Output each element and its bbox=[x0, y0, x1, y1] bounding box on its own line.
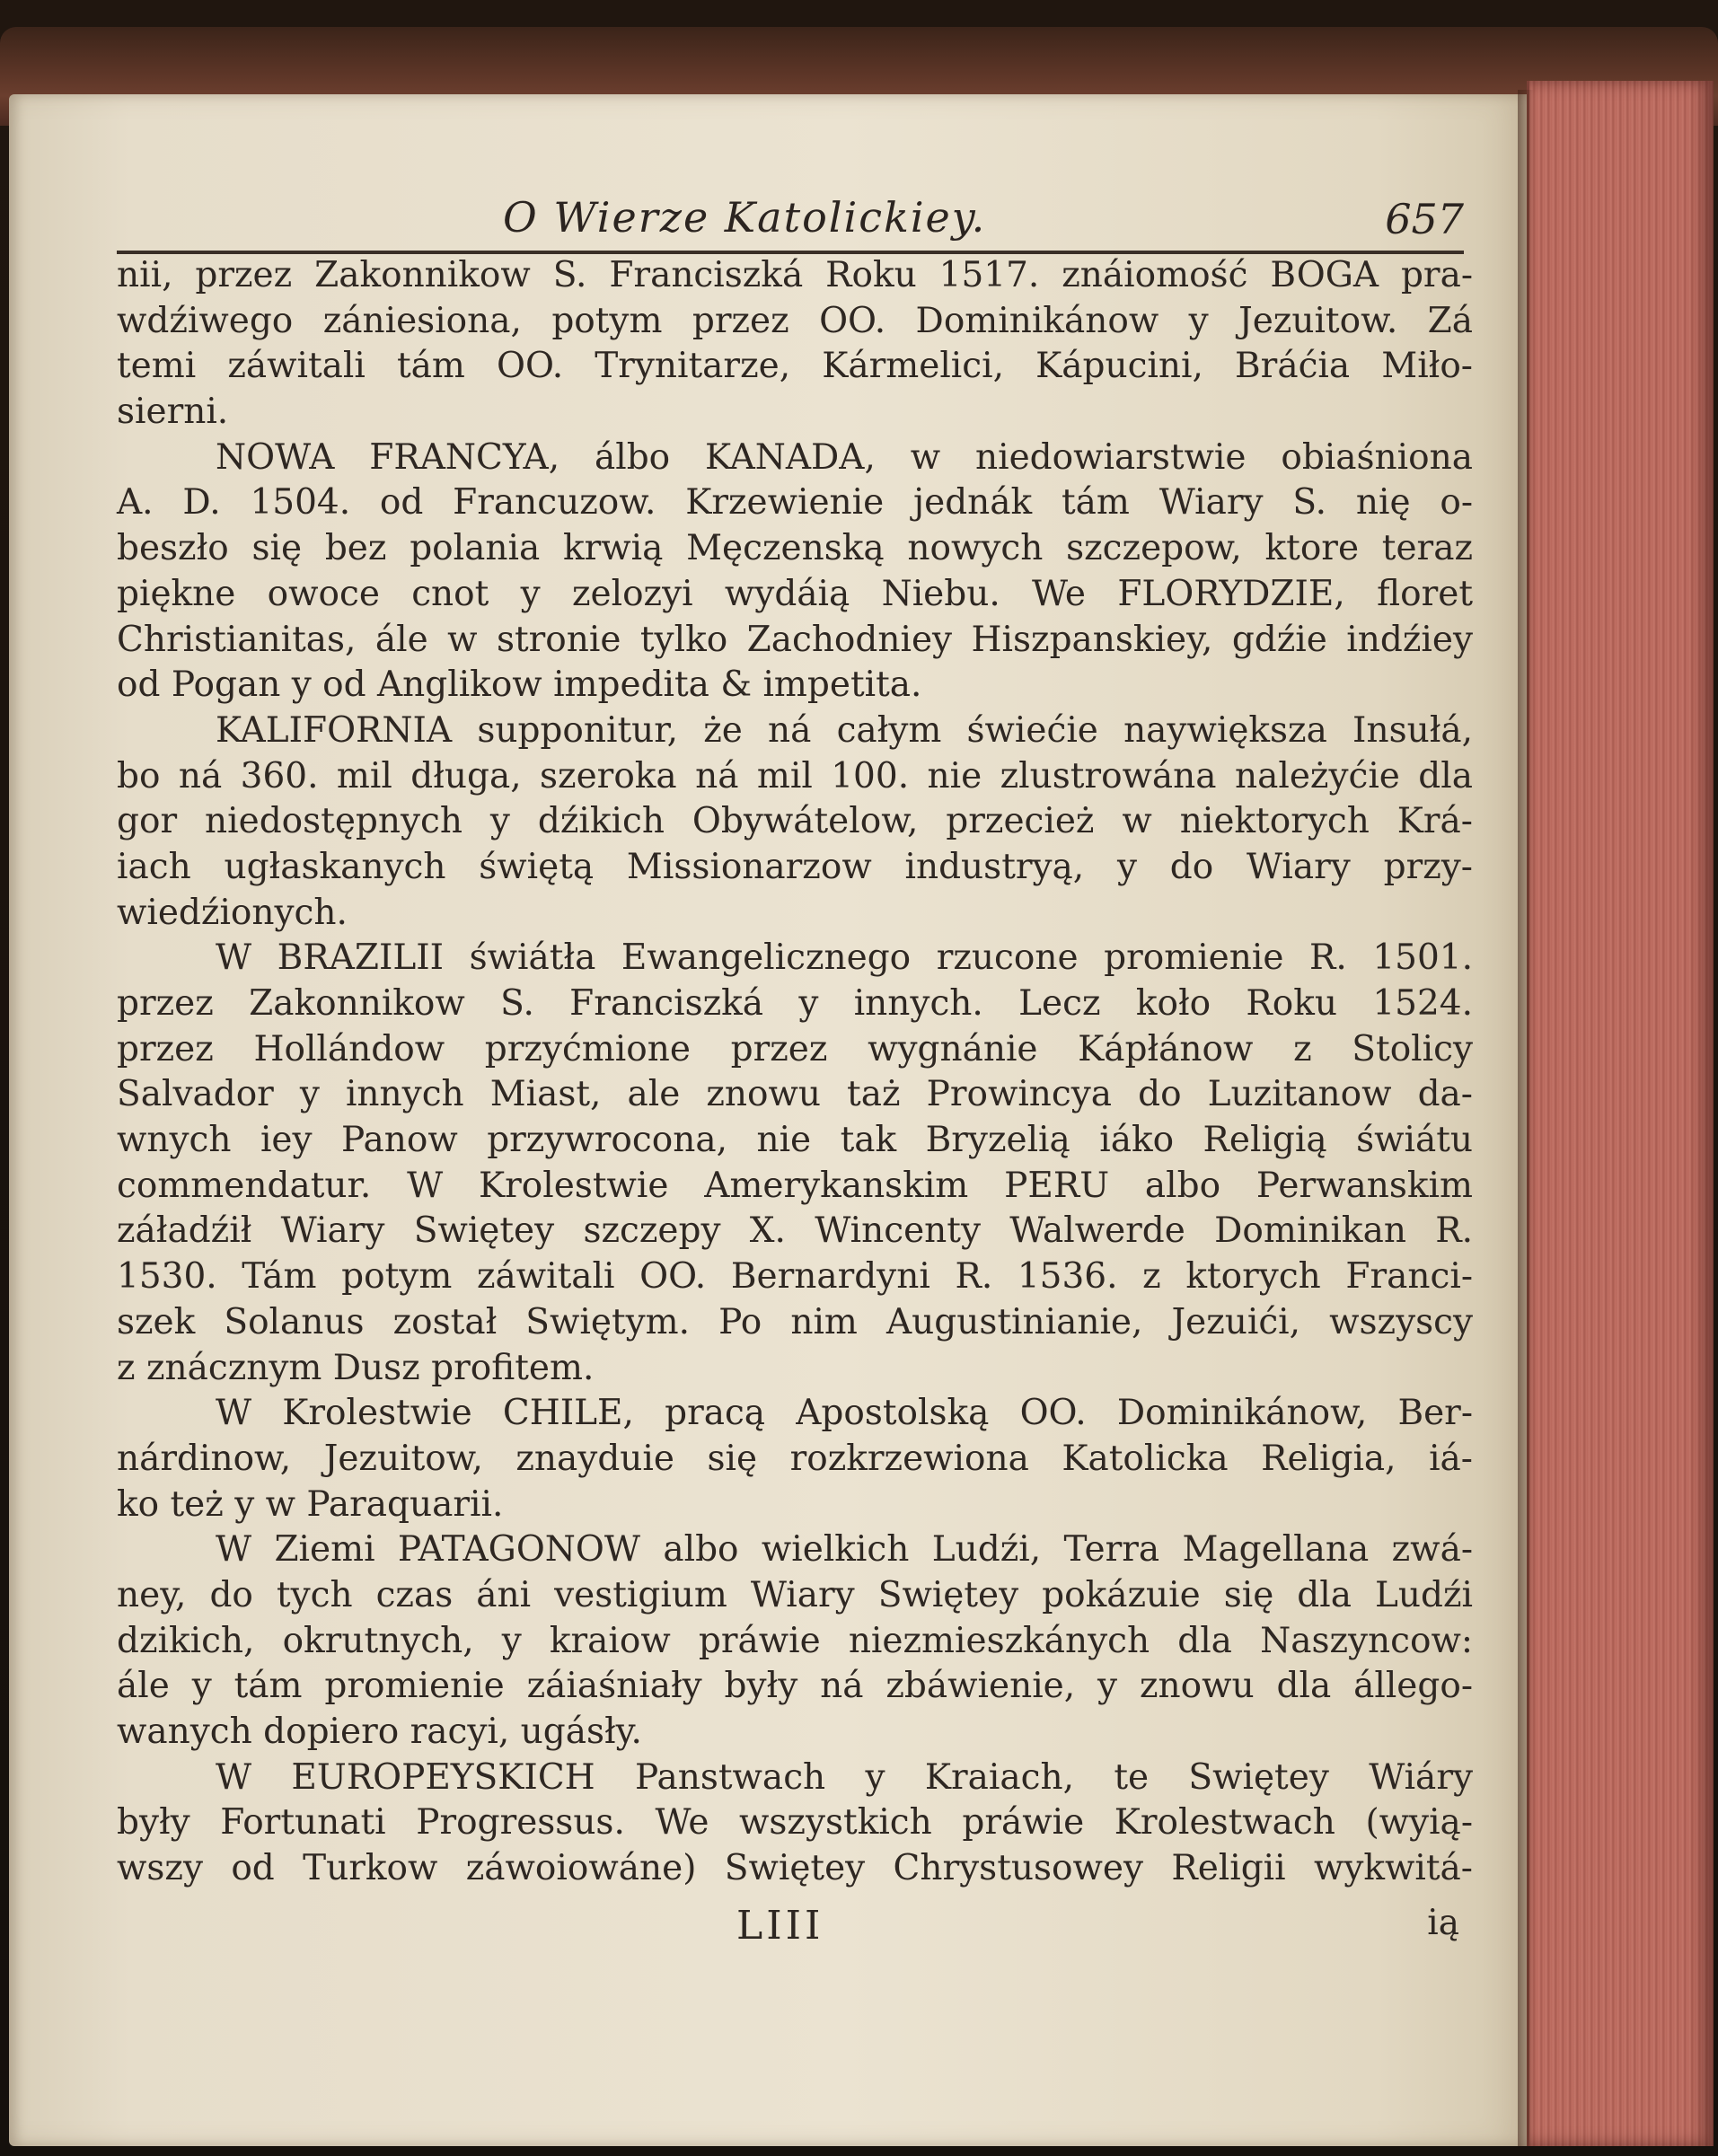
text-line: piękne owoce cnot y zelozyi wydáią Niebu. We FLORYDZIE, floret bbox=[117, 573, 1473, 614]
text-line: wszy od Turkow záwoiowáne) Swiętey Chrystusowey Religii wykwitá- bbox=[117, 1848, 1473, 1889]
text-line: nii, przez Zakonnikow S. Franciszká Roku 1517. znáiomość BOGA pra- bbox=[117, 255, 1473, 295]
text-line: temi záwitali tám OO. Trynitarze, Kármelici, Kápucini, Bráćia Miło- bbox=[117, 346, 1473, 387]
text-line: od Pogan y od Anglikow impedita & impetita. bbox=[117, 664, 922, 706]
text-line: wdźiwego zániesiona, potym przez OO. Dominikánow y Jezuitow. Zá bbox=[117, 300, 1473, 341]
text-line: były Fortunati Progressus. We wszystkich práwie Krolestwach (wyią- bbox=[117, 1802, 1473, 1844]
text-line: W BRAZILII świátła Ewangelicznego rzucone promienie R. 1501. bbox=[216, 937, 1473, 979]
text-line: W Ziemi PATAGONOW albo wielkich Ludźi, Terra Magellana zwá- bbox=[216, 1529, 1473, 1571]
page-footer bbox=[117, 1903, 1473, 1957]
text-line: wanych dopiero racyi, ugásły. bbox=[117, 1712, 642, 1752]
text-line: beszło się bez polania krwią Męczenską nowych szczepow, ktore teraz bbox=[117, 528, 1473, 569]
text-line: wnych iey Panow przywrocona, nie tak Bryzelią iáko Religią świátu bbox=[117, 1120, 1473, 1161]
text-line: A. D. 1504. od Francuzow. Krzewienie jednák tám Wiary S. nię o- bbox=[117, 482, 1473, 524]
text-line: nárdinow, Jezuitow, znayduie się rozkrzewiona Katolicka Religia, iá- bbox=[117, 1438, 1473, 1479]
text-line: commendatur. W Krolestwie Amerykanskim PERU albo Perwanskim bbox=[117, 1165, 1473, 1206]
text-line: ney, do tych czas áni vestigium Wiary Swiętey pokázuie się dla Ludźi bbox=[117, 1574, 1473, 1615]
text-line: NOWA FRANCYA, álbo KANADA, w niedowiarstwie obiaśniona bbox=[216, 436, 1473, 478]
page-header bbox=[117, 184, 1464, 256]
text-line: szek Solanus został Swiętym. Po nim Augustinianie, Jezuići, wszyscy bbox=[117, 1301, 1473, 1342]
text-line: przez Hollándow przyćmione przez wygnánie Kápłánow z Stolicy bbox=[117, 1028, 1473, 1069]
text-line: z znácznym Dusz profitem. bbox=[117, 1347, 595, 1388]
text-line: gor niedostępnych y dźikich Obywátelow, przecież w niektorych Krá- bbox=[117, 801, 1473, 842]
running-head: O Wierze Katolickiey. bbox=[503, 193, 987, 242]
text-line: W EUROPEYSKICH Panstwach y Kraiach, te Swiętey Wiáry bbox=[216, 1756, 1473, 1798]
text-line: Salvador y innych Miast, ale znowu taż Prowincya do Luzitanow da- bbox=[117, 1074, 1473, 1115]
text-line: bo ná 360. mil długa, szeroka ná mil 100. nie zlustrowána należyćie dla bbox=[117, 755, 1473, 796]
body-text bbox=[117, 253, 1473, 1892]
text-line: ko też y w Paraquarii. bbox=[117, 1483, 504, 1525]
catchword: ią bbox=[1427, 1903, 1459, 1943]
text-line: iach ugłaskanych świętą Missionarzow industryą, y do Wiary przy- bbox=[117, 846, 1473, 887]
text-line: záładźił Wiary Swiętey szczepy X. Wincenty Walwerde Dominikan R. bbox=[117, 1210, 1473, 1252]
signature-mark: LIII bbox=[736, 1903, 824, 1949]
text-line: sierni. bbox=[117, 392, 229, 433]
text-line: KALIFORNIA supponitur, że ná całym świećie naywiększa Insułá, bbox=[216, 709, 1473, 751]
text-line: wiedźionych. bbox=[117, 892, 348, 933]
page-number: 657 bbox=[1385, 195, 1464, 243]
page-fore-edge bbox=[1527, 81, 1714, 2146]
text-line: 1530. Tám potym záwitali OO. Bernardyni R. 1536. z ktorych Franci- bbox=[117, 1256, 1473, 1298]
text-line: W Krolestwie CHILE, pracą Apostolską OO. Dominikánow, Ber- bbox=[216, 1393, 1473, 1434]
text-line: dzikich, okrutnych, y kraiow práwie niezmieszkánych dla Naszyncow: bbox=[117, 1620, 1473, 1661]
text-line: ále y tám promienie záiaśniały były ná zbáwienie, y znowu dla állego- bbox=[117, 1666, 1473, 1707]
page-edge-shadow bbox=[1518, 90, 1534, 2146]
text-line: Christianitas, ále w stronie tylko Zachodniey Hiszpanskiey, gdźie indźiey bbox=[117, 619, 1473, 660]
text-line: przez Zakonnikow S. Franciszká y innych. Lecz koło Roku 1524. bbox=[117, 983, 1473, 1024]
